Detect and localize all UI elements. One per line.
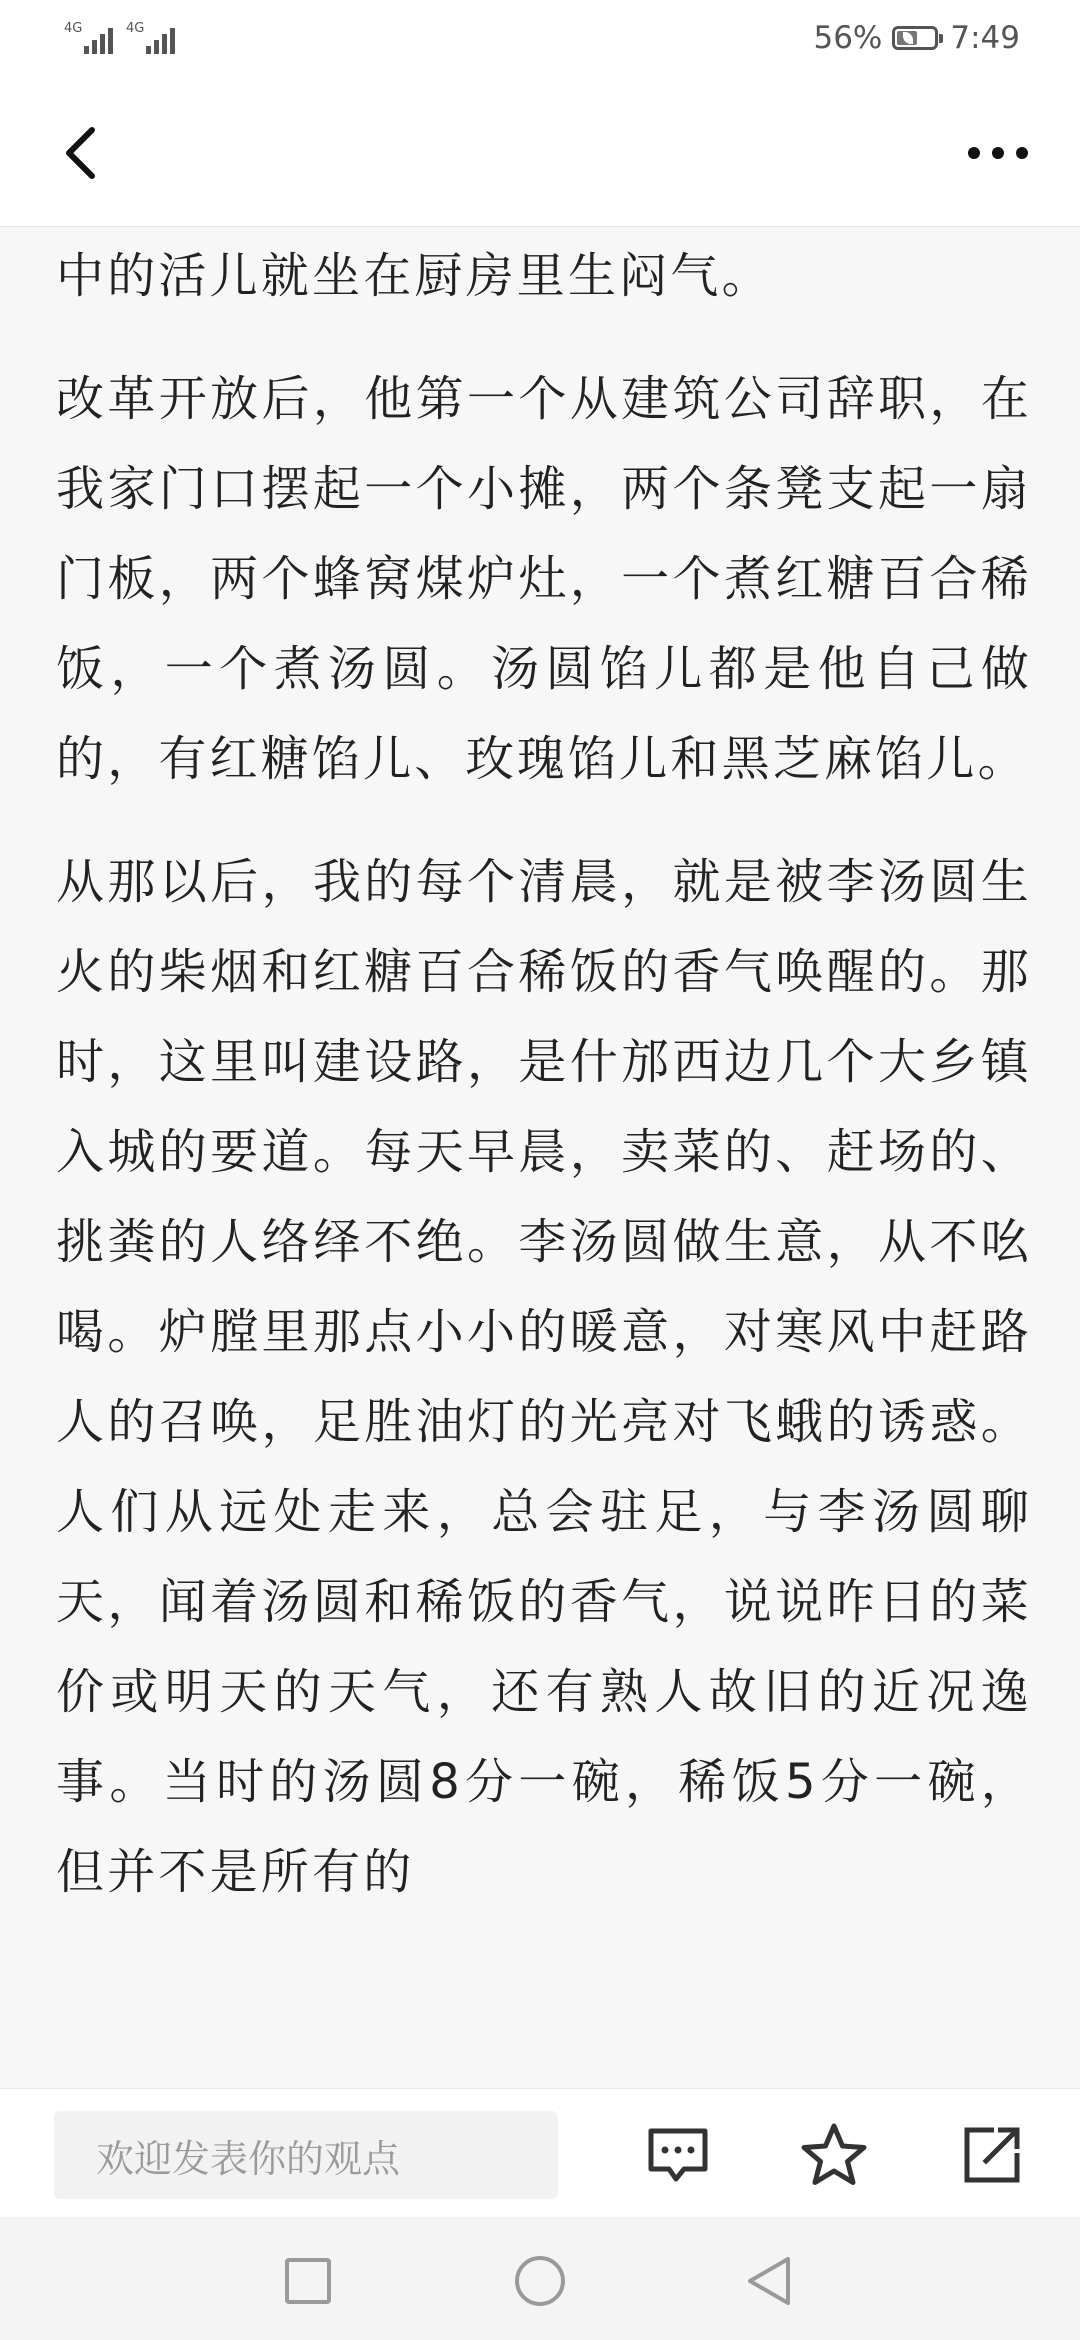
comment-input[interactable]: 欢迎发表你的观点 xyxy=(54,2111,558,2199)
status-bar xyxy=(0,0,1080,78)
triangle-back-icon xyxy=(740,2251,800,2311)
status-right xyxy=(813,18,1020,58)
comment-bar xyxy=(0,2088,1080,2217)
top-nav xyxy=(0,78,1080,227)
circle-icon xyxy=(510,2251,570,2311)
battery-icon xyxy=(892,26,938,50)
clock: 7:49 xyxy=(950,20,1020,56)
sim1-signal xyxy=(64,22,113,54)
article-body xyxy=(56,227,1032,2087)
favorite-button[interactable] xyxy=(798,2119,870,2191)
article-paragraph: 中的活儿就坐在厨房里生闷气。 xyxy=(56,248,773,304)
more-horizontal-icon xyxy=(958,118,1038,188)
home-button[interactable] xyxy=(510,2251,570,2311)
back-button[interactable] xyxy=(52,118,122,188)
signal-bars-icon xyxy=(146,28,175,54)
comment-icon xyxy=(642,2119,714,2191)
square-icon xyxy=(278,2251,338,2311)
chevron-left-icon xyxy=(52,118,122,188)
sim2-network-type: 4G xyxy=(126,21,145,36)
star-icon xyxy=(798,2119,870,2191)
sim1-network-type: 4G xyxy=(64,21,83,36)
more-options-button[interactable] xyxy=(958,118,1038,188)
article-paragraph: 改革开放后，他第一个从建筑公司辞职，在我家门口摆起一个小摊，两个条凳支起一扇门板，两个蜂窝煤炉灶，一个煮红糖百合稀饭，一个煮汤圆。汤圆馅儿都是他自己做的，有红糖馅儿、玫瑰馅儿和黑芝麻馅儿。 xyxy=(56,371,1032,787)
recent-apps-button[interactable] xyxy=(278,2251,338,2311)
share-button[interactable] xyxy=(956,2119,1028,2191)
share-icon xyxy=(956,2119,1028,2191)
system-back-button[interactable] xyxy=(740,2251,800,2311)
battery-percent: 56% xyxy=(813,20,883,56)
sim2-signal xyxy=(126,22,175,54)
comments-button[interactable] xyxy=(642,2119,714,2191)
system-nav-bar xyxy=(0,2217,1080,2340)
signal-bars-icon xyxy=(84,28,113,54)
article-paragraph: 从那以后，我的每个清晨，就是被李汤圆生火的柴烟和红糖百合稀饭的香气唤醒的。那时，这里叫建设路，是什邡西边几个大乡镇入城的要道。每天早晨，卖菜的、赶场的、挑粪的人络绎不绝。李汤圆做生意，从不吆喝。炉膛里那点小小的暖意，对寒风中赶路人的召唤，足胜油灯的光亮对飞蛾的诱惑。人们从远处走来，总会驻足，与李汤圆聊天，闻着汤圆和稀饭的香气，说说昨日的菜价或明天的天气，还有熟人故旧的近况逸事。当时的汤圆8分一碗，稀饭5分一碗，但并不是所有的 xyxy=(56,854,1032,1900)
